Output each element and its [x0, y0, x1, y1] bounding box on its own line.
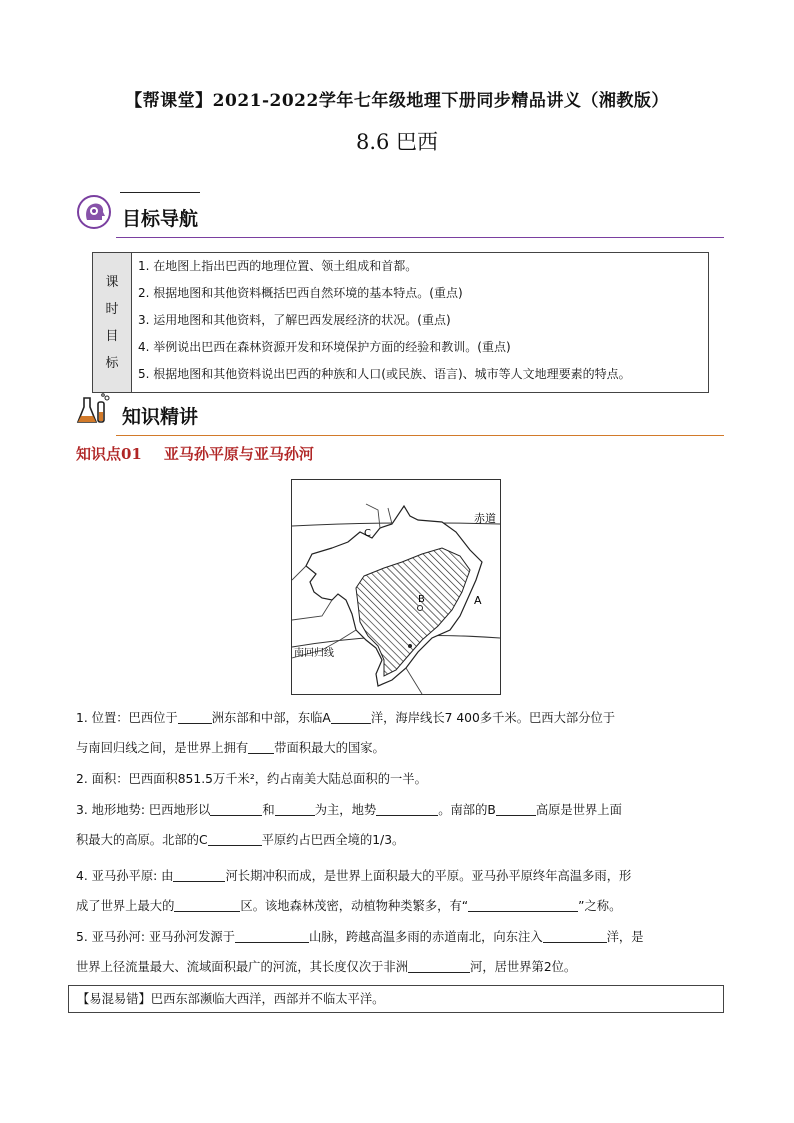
- capital-marker: [418, 606, 423, 611]
- para-2: 2. 面积：巴西面积851.5万千米²，约占南美大陆总面积的一半。: [76, 772, 427, 786]
- section-top-line: [120, 192, 200, 193]
- blank[interactable]: [173, 867, 225, 882]
- para-4b: 成了世界上最大的 区。该地森林茂密，动植物种类繁多，有“ ”之称。: [76, 899, 622, 913]
- section-rule: [116, 435, 724, 436]
- section-knowledge-header: [76, 390, 724, 430]
- goal-item: 5. 根据地图和其他资料说出巴西的种族和人口(或民族、语言)、城市等人文地理要素的特点。: [138, 367, 631, 381]
- goal-item: 2. 根据地图和其他资料概括巴西自然环境的基本特点。(重点): [138, 286, 463, 300]
- goals-table: [92, 252, 709, 393]
- blank[interactable]: [468, 897, 578, 912]
- goal-item: 1. 在地图上指出巴西的地理位置、领土组成和首都。: [138, 259, 418, 273]
- blank[interactable]: [496, 801, 536, 816]
- blank[interactable]: [174, 897, 240, 912]
- blank[interactable]: [210, 801, 262, 816]
- para-3: 3. 地形地势: 巴西地形以 和 为主，地势 。南部的B 高原是世界上面: [76, 803, 622, 817]
- section-rule: [116, 237, 724, 238]
- equator-label: 赤道: [474, 512, 496, 525]
- series-title: 【帮课堂】2021-2022学年七年级地理下册同步精品讲义（湘教版）: [125, 91, 669, 111]
- blank[interactable]: [543, 928, 607, 943]
- blank[interactable]: [208, 831, 262, 846]
- brazil-map: [291, 479, 501, 695]
- para-5: 5. 亚马孙河: 亚马孙河发源于 山脉，跨越高温多雨的赤道南北，向东注入 洋，是: [76, 930, 644, 944]
- goals-side-label: 课 时 目 标: [93, 253, 132, 393]
- para-4: 4. 亚马孙平原: 由 河长期冲积而成，是世界上面积最大的平原。亚马孙平原终年高温多雨，形: [76, 869, 632, 883]
- para-3b: 积最大的高原。北部的C 平原约占巴西全境的1/3。: [76, 833, 405, 847]
- blank[interactable]: [408, 958, 470, 973]
- blank[interactable]: [178, 709, 212, 724]
- blank[interactable]: [331, 709, 371, 724]
- tropic-label: 南回归线: [294, 648, 334, 659]
- para-1: 1. 位置：巴西位于 洲东部和中部，东临A 洋，海岸线长7 400多千米。巴西大部分位于: [76, 711, 616, 725]
- goal-item: 3. 运用地图和其他资料，了解巴西发展经济的状况。(重点): [138, 313, 451, 327]
- goal-item: 4. 举例说出巴西在森林资源开发和环境保护方面的经验和教训。(重点): [138, 340, 511, 354]
- knowledge-point-number: 知识点01: [76, 445, 142, 463]
- lab-flask-icon: [76, 392, 112, 428]
- para-1b: 与南回归线之间，是世界上拥有 带面积最大的国家。: [76, 741, 385, 755]
- knowledge-point-heading: [76, 443, 314, 464]
- goals-items: [132, 253, 709, 393]
- blank[interactable]: [248, 739, 274, 754]
- blank[interactable]: [376, 801, 438, 816]
- section-goals-header: [76, 192, 724, 232]
- blank[interactable]: [275, 801, 315, 816]
- brazil-map-svg: [292, 480, 500, 694]
- map-label-b: B: [418, 594, 425, 605]
- city-marker: [408, 644, 412, 648]
- section-goals-label: 目标导航: [122, 208, 199, 230]
- lesson-title: 8.6 巴西: [355, 130, 439, 154]
- map-label-c: C: [364, 528, 371, 539]
- para-5b: 世界上径流量最大、流域面积最广的河流，其长度仅次于非洲 河，居世界第2位。: [76, 960, 577, 974]
- head-gears-icon: [76, 194, 112, 230]
- map-label-a: A: [474, 594, 482, 607]
- knowledge-point-title: 亚马孙平原与亚马孙河: [163, 445, 314, 463]
- section-knowledge-label: 知识精讲: [122, 406, 199, 428]
- blank[interactable]: [235, 928, 309, 943]
- common-mistake-note: 【易混易错】巴西东部濒临大西洋，西部并不临太平洋。: [68, 985, 724, 1013]
